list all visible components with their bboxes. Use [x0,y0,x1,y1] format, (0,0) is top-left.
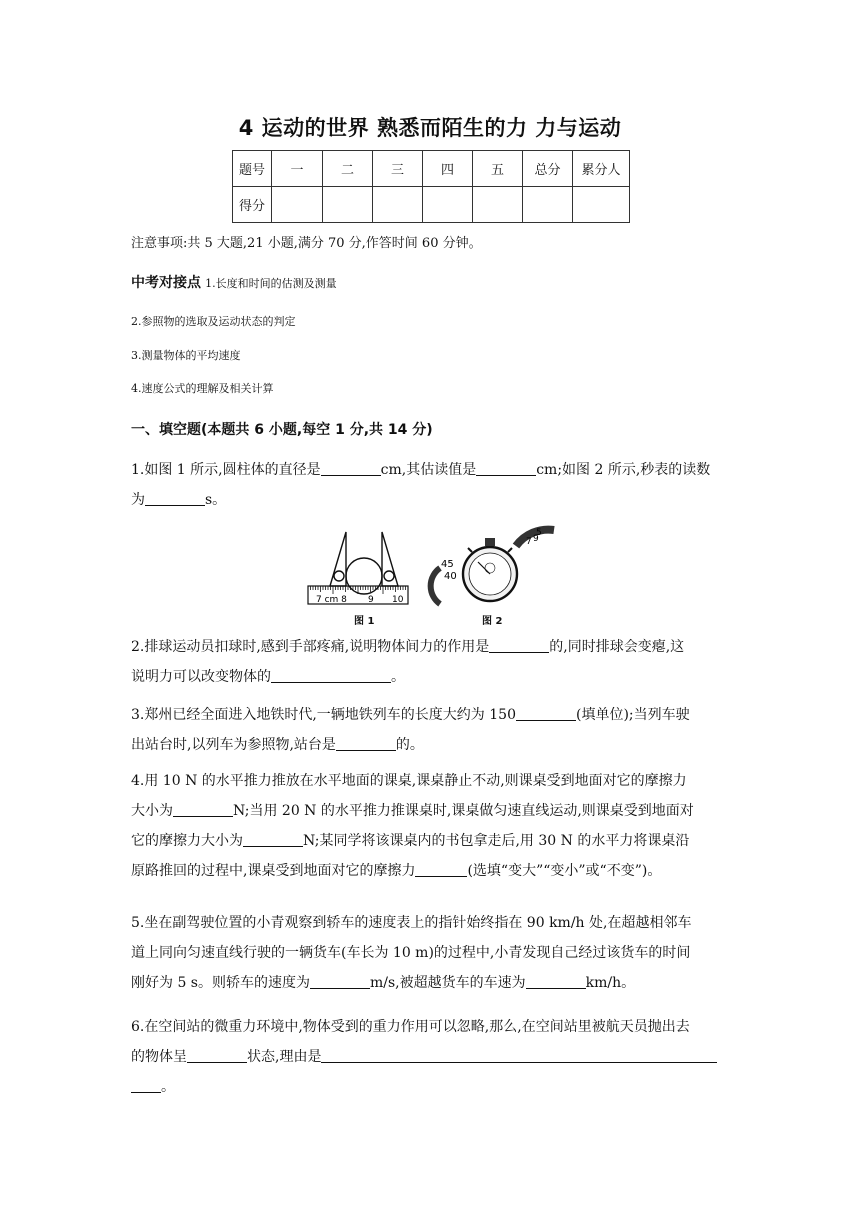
outer-dial-label: 5 [536,528,542,538]
question-text: 1.如图 1 所示,圆柱体的直径是 [131,462,321,478]
key-points-header [131,272,337,292]
question-text: 大小为 [131,803,173,819]
ruler-ticks [308,586,408,594]
question-2 [131,632,731,692]
answer-blank[interactable] [131,1076,161,1093]
key-point-item: 3.测量物体的平均速度 [131,349,241,362]
question-text: 的。 [395,737,424,753]
key-point-item: 1.长度和时间的估测及测量 [205,277,337,290]
answer-blank[interactable] [336,734,396,751]
notice-text: 注意事项:共 5 大题,21 小题,满分 70 分,作答时间 60 分钟。 [131,236,482,251]
answer-blank[interactable] [415,860,467,877]
score-cell: 二 [323,151,373,187]
answer-blank[interactable] [526,972,586,989]
question-text: cm;如图 2 所示,秒表的读数 [536,462,711,478]
answer-blank[interactable] [187,1046,247,1063]
answer-blank[interactable] [145,489,205,506]
answer-blank[interactable] [489,636,549,653]
question-text: (选填“变大”“变小”或“不变”)。 [467,863,662,879]
question-text: s。 [205,492,227,508]
ruler-label: 10 [392,595,404,605]
score-cell: 三 [373,151,423,187]
score-cell: 累分人 [573,151,630,187]
score-cell: 一 [272,151,323,187]
score-cell: 题号 [233,151,272,187]
score-entry-cell[interactable] [573,187,630,223]
inner-dial-label: 40 [444,571,457,582]
question-text: 2.排球运动员扣球时,感到手部疼痛,说明物体间力的作用是 [131,639,490,655]
score-cell: 总分 [523,151,573,187]
question-text: 原路推回的过程中,课桌受到地面对它的摩擦力 [131,863,416,879]
question-text: 3.郑州已经全面进入地铁时代,一辆地铁列车的长度大约为 150 [131,707,516,723]
score-entry-cell[interactable] [323,187,373,223]
ruler-label: 7 cm 8 [316,595,347,605]
question-text: 。 [161,1079,175,1095]
key-points-heading: 中考对接点 [131,275,201,291]
figure-area [300,524,560,628]
cylinder [346,558,382,594]
score-cell: 五 [473,151,523,187]
key-point-item: 2.参照物的选取及运动状态的判定 [131,315,296,328]
question-text: N;某同学将该课桌内的书包拿走后,用 30 N 的水平力将课桌沿 [303,833,690,849]
question-5 [131,908,731,998]
score-entry-cell[interactable] [373,187,423,223]
score-row-label: 得分 [233,187,272,223]
answer-blank[interactable] [321,1046,717,1063]
outer-dial-label: 9 [533,534,539,544]
question-text: 6.在空间站的微重力环境中,物体受到的重力作用可以忽略,那么,在空间站里被航天员抛出去 [131,1019,690,1035]
question-text: 它的摩擦力大小为 [131,833,243,849]
answer-blank[interactable] [173,800,233,817]
question-text: m/s,被超越货车的车速为 [370,975,526,991]
inner-dial-arc [431,568,440,604]
answer-blank[interactable] [271,666,391,683]
score-entry-cell[interactable] [272,187,323,223]
question-1 [131,455,731,515]
question-text: cm,其估读值是 [380,462,477,478]
score-entry-cell[interactable] [473,187,523,223]
answer-blank[interactable] [310,972,370,989]
figure-1-caption: 图 1 [354,616,375,627]
question-text: 说明力可以改变物体的 [131,669,271,685]
answer-blank[interactable] [321,459,381,476]
score-entry-cell[interactable] [423,187,473,223]
score-table [232,150,630,223]
section-heading: 一、填空题(本题共 6 小题,每空 1 分,共 14 分) [131,422,433,438]
score-table-header-row [233,151,630,187]
outer-dial-label: 7 [526,537,532,547]
score-table-score-row [233,187,630,223]
score-entry-cell[interactable] [523,187,573,223]
ruler-label: 9 [368,595,374,605]
question-text: km/h。 [585,975,636,991]
question-text: 5.坐在副驾驶位置的小青观察到轿车的速度表上的指针始终指在 90 km/h 处,在超越相邻车 [131,915,692,931]
figure-2-caption: 图 2 [482,616,503,627]
question-text: 道上同向匀速直线行驶的一辆货车(车长为 10 m)的过程中,小青发现自己经过该货车的时间 [131,945,691,961]
answer-blank[interactable] [476,459,536,476]
question-text: 刚好为 5 s。则轿车的速度为 [131,975,310,991]
question-text: 的,同时排球会变瘪,这 [549,639,685,655]
answer-blank[interactable] [516,704,576,721]
question-text: 为 [131,492,145,508]
question-text: (填单位);当列车驶 [575,707,690,723]
question-4 [131,766,731,886]
figure-illustration [300,524,560,628]
question-6 [131,1012,731,1102]
question-3 [131,700,731,760]
key-point-item: 4.速度公式的理解及相关计算 [131,382,274,395]
question-text: 的物体呈 [131,1049,187,1065]
answer-blank[interactable] [243,830,303,847]
page-title: 4 运动的世界 熟悉而陌生的力 力与运动 [238,116,622,140]
question-text: 4.用 10 N 的水平推力推放在水平地面的课桌,课桌静止不动,则课桌受到地面对它的摩擦力 [131,773,687,789]
score-cell: 四 [423,151,473,187]
question-text: 。 [391,669,405,685]
question-text: N;当用 20 N 的水平推力推课桌时,课桌做匀速直线运动,则课桌受到地面对 [233,803,694,819]
stopwatch-crown [485,538,495,546]
question-text: 出站台时,以列车为参照物,站台是 [131,737,336,753]
question-text: 状态,理由是 [247,1049,322,1065]
inner-dial-label: 45 [441,559,454,570]
